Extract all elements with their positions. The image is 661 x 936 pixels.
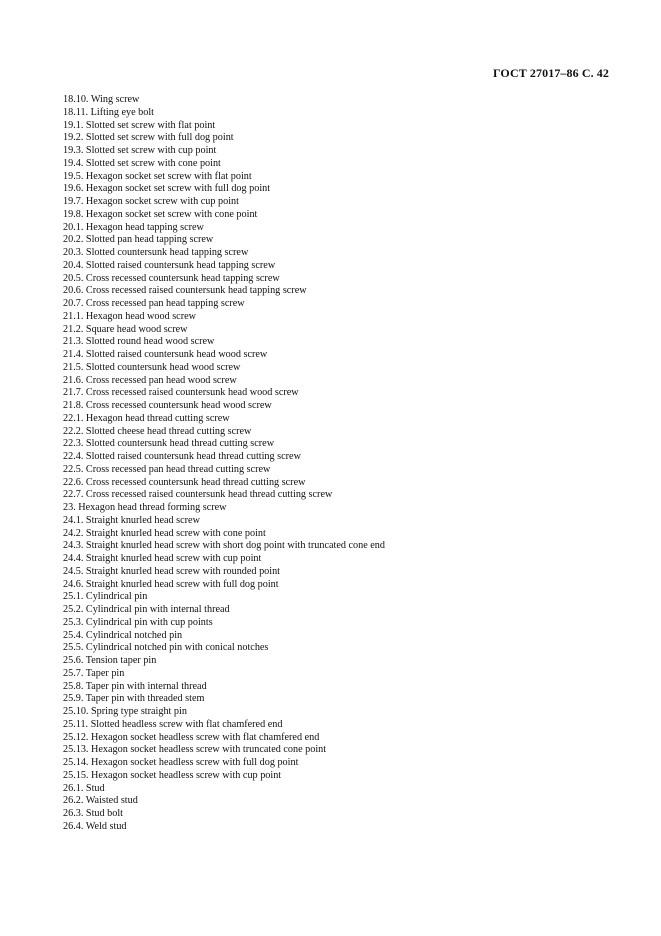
term-item: 20.4. Slotted raised countersunk head tapping screw: [63, 259, 276, 271]
term-item: 25.11. Slotted headless screw with flat chamfered end: [63, 718, 283, 730]
term-item: 21.1. Hexagon head wood screw: [63, 310, 196, 322]
term-list: [63, 94, 385, 834]
term-item: 25.9. Taper pin with threaded stem: [63, 693, 205, 705]
term-item: 20.1. Hexagon head tapping screw: [63, 221, 204, 233]
term-item: 22.4. Slotted raised countersunk head thread cutting screw: [63, 451, 301, 462]
term-item: 25.1. Cylindrical pin: [63, 591, 148, 603]
term-item: 19.1. Slotted set screw with flat point: [63, 119, 216, 131]
term-item: 23. Hexagon head thread forming screw: [63, 502, 227, 513]
term-item: 20.3. Slotted countersunk head tapping screw: [63, 247, 249, 258]
term-item: 22.1. Hexagon head thread cutting screw: [63, 412, 230, 424]
term-item: 19.5. Hexagon socket set screw with flat point: [63, 170, 252, 182]
term-item: 19.3. Slotted set screw with cup point: [63, 145, 217, 156]
term-item: 20.5. Cross recessed countersunk head tapping screw: [63, 272, 280, 284]
term-item: 25.15. Hexagon socket headless screw with cup point: [63, 769, 282, 781]
term-item: 20.2. Slotted pan head tapping screw: [63, 234, 214, 246]
term-item: 21.8. Cross recessed countersunk head wood screw: [63, 400, 272, 411]
term-item: 25.3. Cylindrical pin with cup points: [63, 616, 213, 628]
term-item: 25.13. Hexagon socket headless screw with truncated cone point: [63, 744, 327, 756]
term-item: 18.10. Wing screw: [63, 94, 140, 105]
term-item: 20.7. Cross recessed pan head tapping screw: [63, 298, 245, 309]
term-item: 22.2. Slotted cheese head thread cutting screw: [63, 425, 252, 437]
term-item: 25.4. Cylindrical notched pin: [63, 629, 183, 641]
term-item: 22.6. Cross recessed countersunk head thread cutting screw: [63, 476, 306, 488]
term-item: 19.7. Hexagon socket screw with cup point: [63, 196, 239, 207]
term-item: 24.4. Straight knurled head screw with cup point: [63, 553, 262, 564]
term-item: 19.2. Slotted set screw with full dog point: [63, 132, 234, 144]
page-header: ГОСТ 27017–86 С. 42: [492, 66, 609, 80]
term-item: 22.7. Cross recessed raised countersunk head thread cutting screw: [63, 489, 333, 501]
term-item: 25.6. Tension taper pin: [63, 655, 157, 666]
term-item: 26.2. Waisted stud: [63, 795, 138, 807]
term-item: 25.8. Taper pin with internal thread: [63, 680, 207, 692]
term-item: 19.4. Slotted set screw with cone point: [63, 157, 221, 169]
term-item: 24.6. Straight knurled head screw with full dog point: [63, 578, 279, 590]
term-item: 21.6. Cross recessed pan head wood screw: [63, 374, 237, 386]
term-item: 25.5. Cylindrical notched pin with conical notches: [63, 642, 269, 654]
term-item: 21.4. Slotted raised countersunk head wood screw: [63, 349, 268, 360]
term-item: 19.8. Hexagon socket set screw with cone point: [63, 208, 258, 220]
term-item: 25.2. Cylindrical pin with internal thread: [63, 604, 230, 615]
term-item: 18.11. Lifting eye bolt: [63, 106, 155, 118]
term-item: 26.3. Stud bolt: [63, 808, 124, 819]
term-item: 22.3. Slotted countersunk head thread cutting screw: [63, 438, 275, 450]
term-item: 24.1. Straight knurled head screw: [63, 514, 200, 526]
term-item: 25.14. Hexagon socket headless screw with full dog point: [63, 757, 299, 768]
term-item: 24.2. Straight knurled head screw with cone point: [63, 527, 266, 539]
term-item: 19.6. Hexagon socket set screw with full dog point: [63, 183, 271, 195]
term-item: 21.2. Square head wood screw: [63, 323, 188, 335]
term-item: 21.3. Slotted round head wood screw: [63, 336, 215, 348]
term-item: 24.5. Straight knurled head screw with rounded point: [63, 565, 281, 577]
term-item: 25.10. Spring type straight pin: [63, 706, 187, 717]
term-item: 24.3. Straight knurled head screw with short dog point with truncated cone end: [63, 540, 385, 552]
term-item: 26.4. Weld stud: [63, 820, 127, 832]
term-item: 22.5. Cross recessed pan head thread cutting screw: [63, 463, 271, 475]
term-item: 25.12. Hexagon socket headless screw with flat chamfered end: [63, 731, 320, 743]
term-item: 20.6. Cross recessed raised countersunk head tapping screw: [63, 285, 307, 297]
term-item: 21.5. Slotted countersunk head wood screw: [63, 361, 241, 373]
term-item: 26.1. Stud: [63, 782, 105, 794]
term-item: 21.7. Cross recessed raised countersunk head wood screw: [63, 387, 299, 399]
term-item: 25.7. Taper pin: [63, 667, 125, 679]
